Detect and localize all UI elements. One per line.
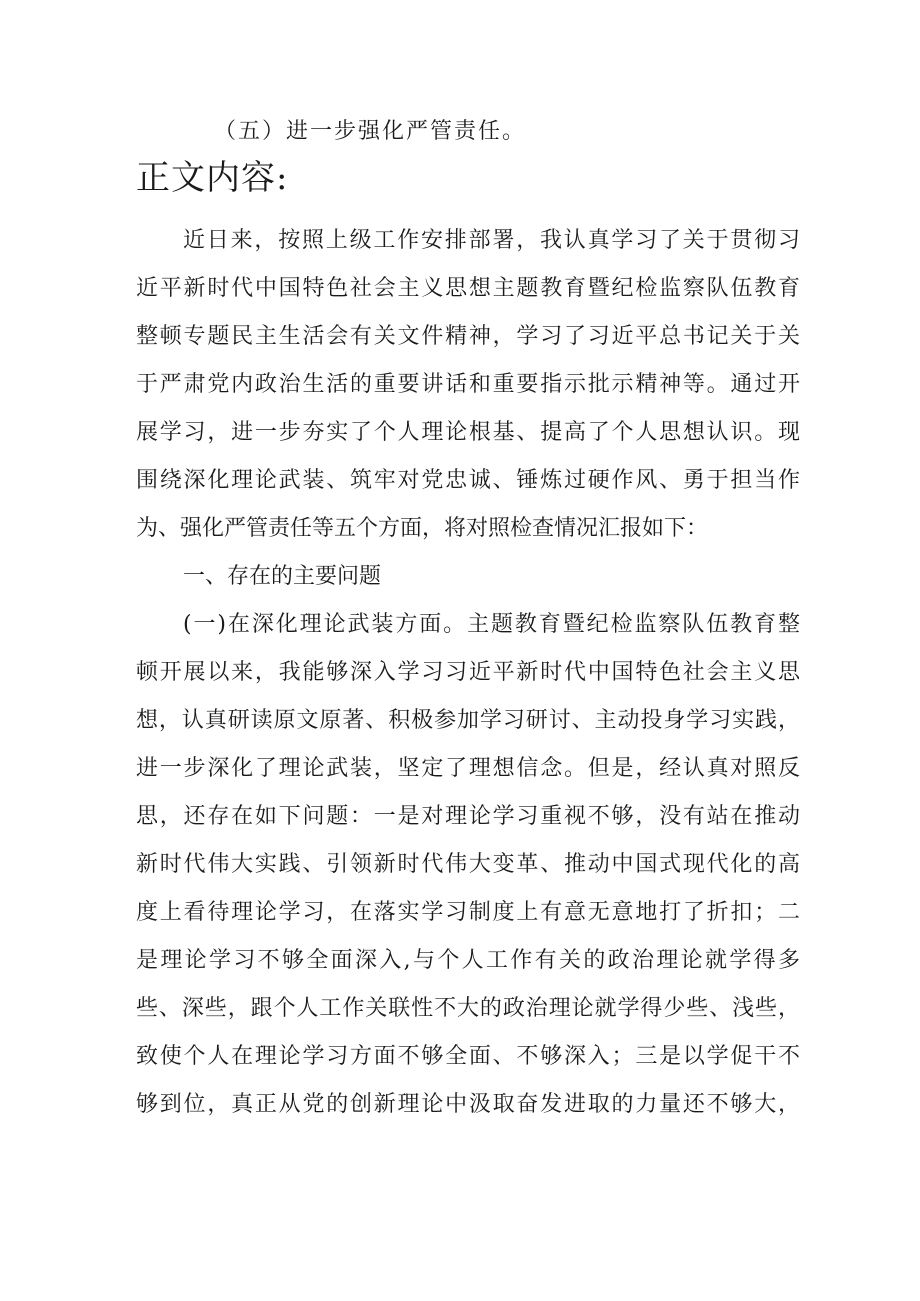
- section-heading: 正文内容:: [136, 158, 289, 198]
- text-line: 够到位，真正从党的创新理论中汲取奋发进取的力量还不够大，: [136, 1092, 800, 1117]
- text-line: 近平新时代中国特色社会主义思想主题教育暨纪检监察队伍教育: [136, 276, 800, 301]
- text-line: 新时代伟大实践、引领新时代伟大变革、推动中国式现代化的高: [136, 852, 800, 877]
- text-line: 围绕深化理论武装、筑牢对党忠诚、锤炼过硬作风、勇于担当作: [136, 468, 800, 493]
- body-text: [136, 217, 800, 1129]
- text-line: 近日来，按照上级工作安排部署，我认真学习了关于贯彻习: [183, 228, 800, 253]
- outline-item: （五）进一步强化严管责任。: [214, 119, 527, 144]
- text-line: 度上看待理论学习，在落实学习制度上有意无意地打了折扣；二: [136, 900, 800, 925]
- text-line: 是理论学习不够全面深入,与个人工作有关的政治理论就学得多: [136, 948, 800, 973]
- subheading: 一、存在的主要问题: [183, 564, 382, 589]
- text-line: 展学习，进一步夯实了个人理论根基、提高了个人思想认识。现: [136, 420, 800, 445]
- text-line: 于严肃党内政治生活的重要讲话和重要指示批示精神等。通过开: [136, 372, 800, 397]
- text-line: 致使个人在理论学习方面不够全面、不够深入；三是以学促干不: [136, 1044, 800, 1069]
- text-line: 思，还存在如下问题：一是对理论学习重视不够，没有站在推动: [136, 804, 800, 829]
- text-line: 想，认真研读原文原著、积极参加学习研讨、主动投身学习实践，: [136, 708, 800, 733]
- text-line: 顿开展以来，我能够深入学习习近平新时代中国特色社会主义思: [136, 660, 800, 685]
- text-line: 些、深些，跟个人工作关联性不大的政治理论就学得少些、浅些，: [136, 996, 800, 1021]
- text-line: (一)在深化理论武装方面。主题教育暨纪检监察队伍教育整: [183, 612, 800, 637]
- text-line: 进一步深化了理论武装，坚定了理想信念。但是，经认真对照反: [136, 756, 800, 781]
- text-line: 整顿专题民主生活会有关文件精神，学习了习近平总书记关于关: [136, 324, 800, 349]
- text-line: 为、强化严管责任等五个方面，将对照检查情况汇报如下：: [136, 516, 709, 541]
